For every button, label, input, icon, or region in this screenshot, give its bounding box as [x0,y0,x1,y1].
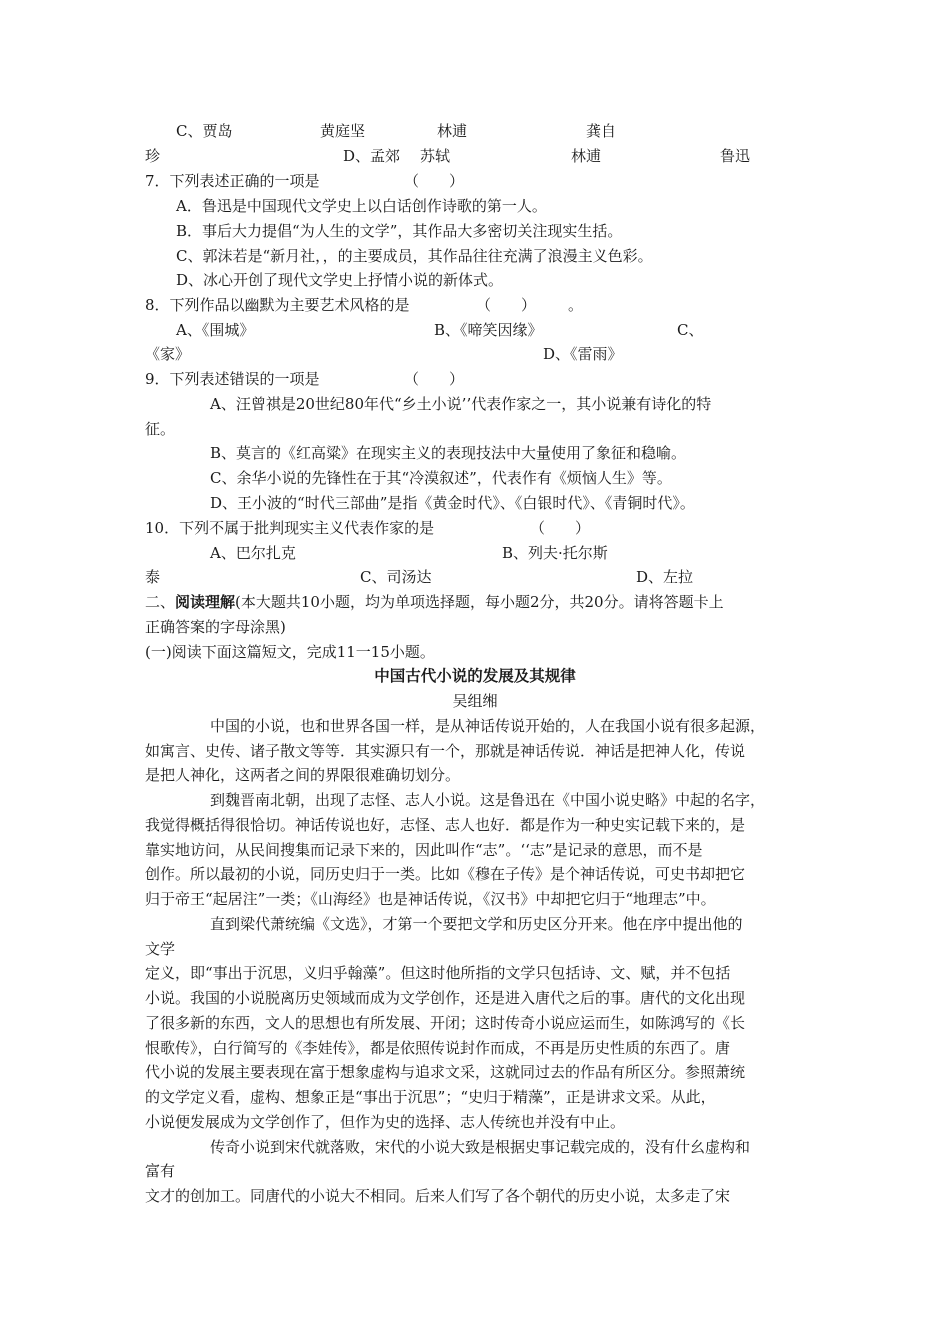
article-line: 文学 [145,940,176,958]
q10-option-a: A、巴尔扎克 [210,544,296,562]
q8-option-a: A、《围城》 [176,321,255,339]
q10-answer-paren: （ ） [530,519,591,537]
article-line: 小说。我国的小说脱离历史领域而成为文学创作，还是进入唐代之后的事。唐代的文化出现 [145,989,746,1007]
q10-option-b: B、列夫·托尔斯 [502,544,608,562]
article-line: 是把人神化，这两者之间的界限很难确切划分。 [145,766,461,784]
article-line: 归于帝王“起居注”一类；《山海经》也是神话传说，《汉书》中却把它归于“地理志”中。 [145,890,716,908]
q6-option-c-name4: 龚自 [586,122,617,140]
q10-stem: 10．下列不属于批判现实主义代表作家的是 [145,519,435,537]
q6-option-c-name3: 林逋 [437,122,468,140]
q6-option-d: D、孟郊 [343,147,401,165]
article-title: 中国古代小说的发展及其规律 [374,666,576,685]
article-line: 传奇小说到宋代就落败，宋代的小说大致是根据史事记载完成的，没有什幺虚构和 [210,1138,751,1156]
q8-stem: 8．下列作品以幽默为主要艺术风格的是 [145,296,410,314]
q6-option-c: C、贾岛 [176,122,233,140]
article-line: 靠实地访问，从民间搜集而记录下来的，因此叫作“志”。‘‘志”是记录的意思，而不是 [145,841,703,859]
article-line: 直到梁代萧统编《文选》，才第一个要把文学和历史区分开来。他在序中提出他的 [210,915,743,933]
section2-header [145,592,724,612]
q9-stem: 9．下列表述错误的一项是 [145,370,320,388]
article-line: 的文学定义看，虚构、想象正是“事出于沉思”；“史归于精藻”，正是讲求文采。从此， [145,1088,716,1106]
q8-option-c: C、 [677,321,704,339]
q7-answer-paren: （ ） [404,172,465,190]
q6-option-c-name2: 黄庭坚 [320,122,366,140]
article-line: 了很多新的东西，文人的思想也有所发展、开闭；这时传奇小说应运而生，如陈鸿写的《长 [145,1014,746,1032]
article-line: 我觉得概括得很恰切。神话传说也好，志怪、志人也好．都是作为一种史实记载下来的，是 [145,816,746,834]
q6-option-d-name3: 林逋 [571,147,602,165]
section2-name: 阅读理解 [175,593,236,611]
article-line: 到魏晋南北朝，出现了志怪、志人小说。这是鲁迅在《中国小说史略》中起的名字， [210,791,766,809]
q6-option-c-name4-end: 珍 [145,147,161,165]
q7-option-c: C、郭沫若是“新月社，，的主要成员，其作品往往充满了浪漫主义色彩。 [176,247,653,265]
article-author: 吴组缃 [452,692,498,710]
article-line: 恨歌传》，白行简写的《李娃传》，都是依照传说封作而成，不再是历史性质的东西了。唐 [145,1039,731,1057]
q8-answer-paren: （ ） [476,296,537,314]
article-line: 富有 [145,1162,176,1180]
q10-option-b-end: 泰 [145,568,161,586]
q9-option-d: D、王小波的“时代三部曲”是指《黄金时代》、《白银时代》、《青铜时代》。 [210,494,695,512]
article-line: 小说便发展成为文学创作了，但作为史的选择、志人传统也并没有中止。 [145,1113,626,1131]
q7-option-b: B．事后大力提倡“为人生的文学”，其作品大多密切关注现实生括。 [176,222,623,240]
q8-option-c-text: 《家》 [145,345,191,363]
article-line: 定义，即“事出于沉思，义归乎翰藻”。但这时他所指的文学只包括诗、文、赋，并不包括 [145,964,731,982]
q7-stem: 7．下列表述正确的一项是 [145,172,320,190]
q6-option-d-name2: 苏轼 [420,147,451,165]
q7-option-d: D、冰心开创了现代文学史上抒情小说的新体式。 [176,271,504,289]
q8-trailing-mark: 。 [568,296,584,314]
q9-option-b: B、莫言的《红高粱》在现实主义的表现技法中大量使用了象征和稳喻。 [210,444,687,462]
q6-option-d-name4: 鲁迅 [720,147,751,165]
q7-option-a: A．鲁迅是中国现代文学史上以白话创作诗歌的第一人。 [176,197,547,215]
article-line: 代小说的发展主要表现在富于想象虚构与追求文采，这就同过去的作品有所区分。参照萧统 [145,1063,746,1081]
q8-option-b: B、《啼笑因缘》 [434,321,543,339]
article-line: 中国的小说，也和世界各国一样，是从神话传说开始的，人在我国小说有很多起源， [210,717,766,735]
passage-instruction: (一)阅读下面这篇短文，完成11一15小题。 [145,643,435,661]
q9-option-c: C、余华小说的先锋性在于其“冷漠叙述”，代表作有《烦恼人生》等。 [210,469,672,487]
section2-description: (本大题共10小题，均为单项选择题，每小题2分，共20分。请将答题卡上 [235,593,724,611]
q9-option-a: A、汪曾祺是20世纪80年代“乡土小说’’代表作家之一，其小说兼有诗化的特 [210,395,712,413]
article-line: 文才的创加工。同唐代的小说大不相同。后来人们写了各个朝代的历史小说，太多走了宋 [145,1187,731,1205]
q10-option-c: C、司汤达 [360,568,432,586]
section2-number: 二、 [145,593,176,611]
q8-option-d: D、《雷雨》 [543,345,623,363]
q10-option-d: D、左拉 [636,568,694,586]
q9-answer-paren: （ ） [404,370,465,388]
section2-description-cont: 正确答案的字母涂黑) [145,618,286,636]
q9-option-a-cont: 征。 [145,420,176,438]
article-line: 创作。所以最初的小说，同历史归于一类。比如《穆在子传》是个神话传说，可史书却把它 [145,865,746,883]
article-line: 如寓言、史传、诸子散文等等．其实源只有一个，那就是神话传说．神话是把神人化，传说 [145,742,746,760]
